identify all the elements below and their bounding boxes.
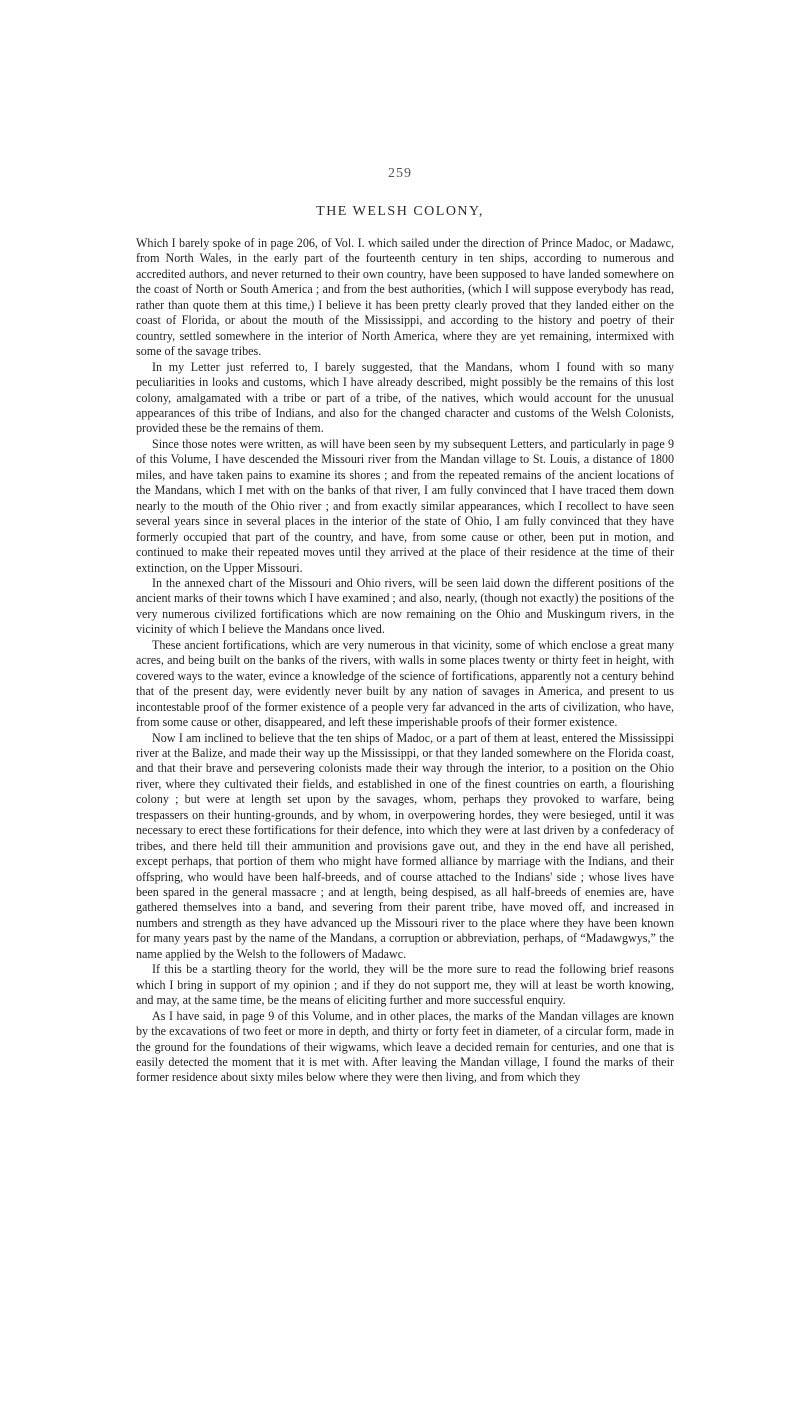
paragraph: As I have said, in page 9 of this Volume, and in other places, the marks of the Mandan villages are known by the excavations of two feet or more in depth, and thirty or forty feet in diameter, of a circular form, made in the ground for the foundations of their wigwams, which leave a decided remain for centuries, and one that is easily detected the moment that it is met with. After leaving the Mandan village, I found the marks of their former residence about sixty miles below where they were then living, and from which they: [136, 1008, 674, 1085]
paragraph: In the annexed chart of the Missouri and Ohio rivers, will be seen laid down the different positions of the ancient marks of their towns which I have examined ; and also, nearly, (though not exactly) the positions of the very numerous civilized fortifications which are now remaining on the Ohio and Muskingum rivers, in the vicinity of which I believe the Mandans once lived.: [136, 575, 674, 637]
paragraph: In my Letter just referred to, I barely suggested, that the Mandans, whom I found with so many peculiarities in looks and customs, which I have already described, might possibly be the remains of this lost colony, amalgamated with a tribe or part of a tribe, of the natives, which would account for the unusual appearances of this tribe of Indians, and also for the changed character and customs of the Welsh Colonists, provided these be the remains of them.: [136, 359, 674, 436]
paragraph: Since those notes were written, as will have been seen by my subsequent Letters, and particularly in page 9 of this Volume, I have descended the Missouri river from the Mandan village to St. Louis, a distance of 1800 miles, and have taken pains to examine its shores ; and from the repeated remains of the ancient locations of the Mandans, which I met with on the banks of that river, I am fully convinced that I have traced them down nearly to the mouth of the Ohio river ; and from exactly similar appearances, which I recollect to have seen several years since in several places in the interior of the state of Ohio, I am fully convinced that they have formerly occupied that part of the country, and have, from some cause or other, been put in motion, and continued to make their repeated moves until they arrived at the place of their residence at the time of their extinction, on the Upper Missouri.: [136, 436, 674, 575]
body-text: [136, 236, 674, 1086]
running-head: THE WELSH COLONY,: [316, 204, 484, 219]
paragraph: Which I barely spoke of in page 206, of Vol. I. which sailed under the direction of Prince Madoc, or Madawc, from North Wales, in the early part of the fourteenth century in ten ships, according to numerous and accredited authors, and never returned to their own country, have been supposed to have landed somewhere on the coast of North or South America ; and from the best authorities, (which I will suppose everybody has read, rather than quote them at this time,) I believe it has been pretty clearly proved that they landed either on the coast of Florida, or about the mouth of the Mississippi, and according to the history and poetry of their country, settled somewhere in the interior of North America, where they are yet remaining, intermixed with some of the savage tribes.: [136, 236, 674, 359]
paragraph: Now I am inclined to believe that the ten ships of Madoc, or a part of them at least, entered the Mississippi river at the Balize, and made their way up the Mississippi, or that they landed somewhere on the Florida coast, and that their brave and persevering colonists made their way through the interior, to a position on the Ohio river, where they cultivated their fields, and established in one of the finest countries on earth, a flourishing colony ; but were at length set upon by the savages, whom, perhaps they provoked to warfare, being trespassers on their hunting-grounds, and by whom, in overpowering hordes, they were besieged, until it was necessary to erect these fortifications for their defence, into which they were at last driven by a confederacy of tribes, and there held till their ammunition and provisions gave out, and they in the end have all perished, except perhaps, that portion of them who might have formed alliance by marriage with the Indians, and their offspring, who would have been half-breeds, and of course attached to the Indians' side ; whose lives have been spared in the general massacre ; and at length, being despised, as all half-breeds of enemies are, have gathered themselves into a band, and severing from their parent tribe, have moved off, and increased in numbers and strength as they have advanced up the Missouri river to the place where they have been known for many years past by the name of the Mandans, a corruption or abbreviation, perhaps, of “Madawgwys,” the name applied by the Welsh to the followers of Madawc.: [136, 730, 674, 961]
paragraph: These ancient fortifications, which are very numerous in that vicinity, some of which enclose a great many acres, and being built on the banks of the rivers, with walls in some places twenty or thirty feet in height, with covered ways to the water, evince a knowledge of the science of fortifications, apparently not a century behind that of the present day, were evidently never built by any nation of savages in America, and present to us incontestable proof of the former existence of a people very far advanced in the arts of civilization, who have, from some cause or other, disappeared, and left these imperishable proofs of their former existence.: [136, 637, 674, 730]
page-number: 259: [388, 166, 412, 181]
paragraph: If this be a startling theory for the world, they will be the more sure to read the following brief reasons which I bring in support of my opinion ; and if they do not support me, they will at least be worth knowing, and may, at the same time, be the means of eliciting further and more successful enquiry.: [136, 962, 674, 1008]
